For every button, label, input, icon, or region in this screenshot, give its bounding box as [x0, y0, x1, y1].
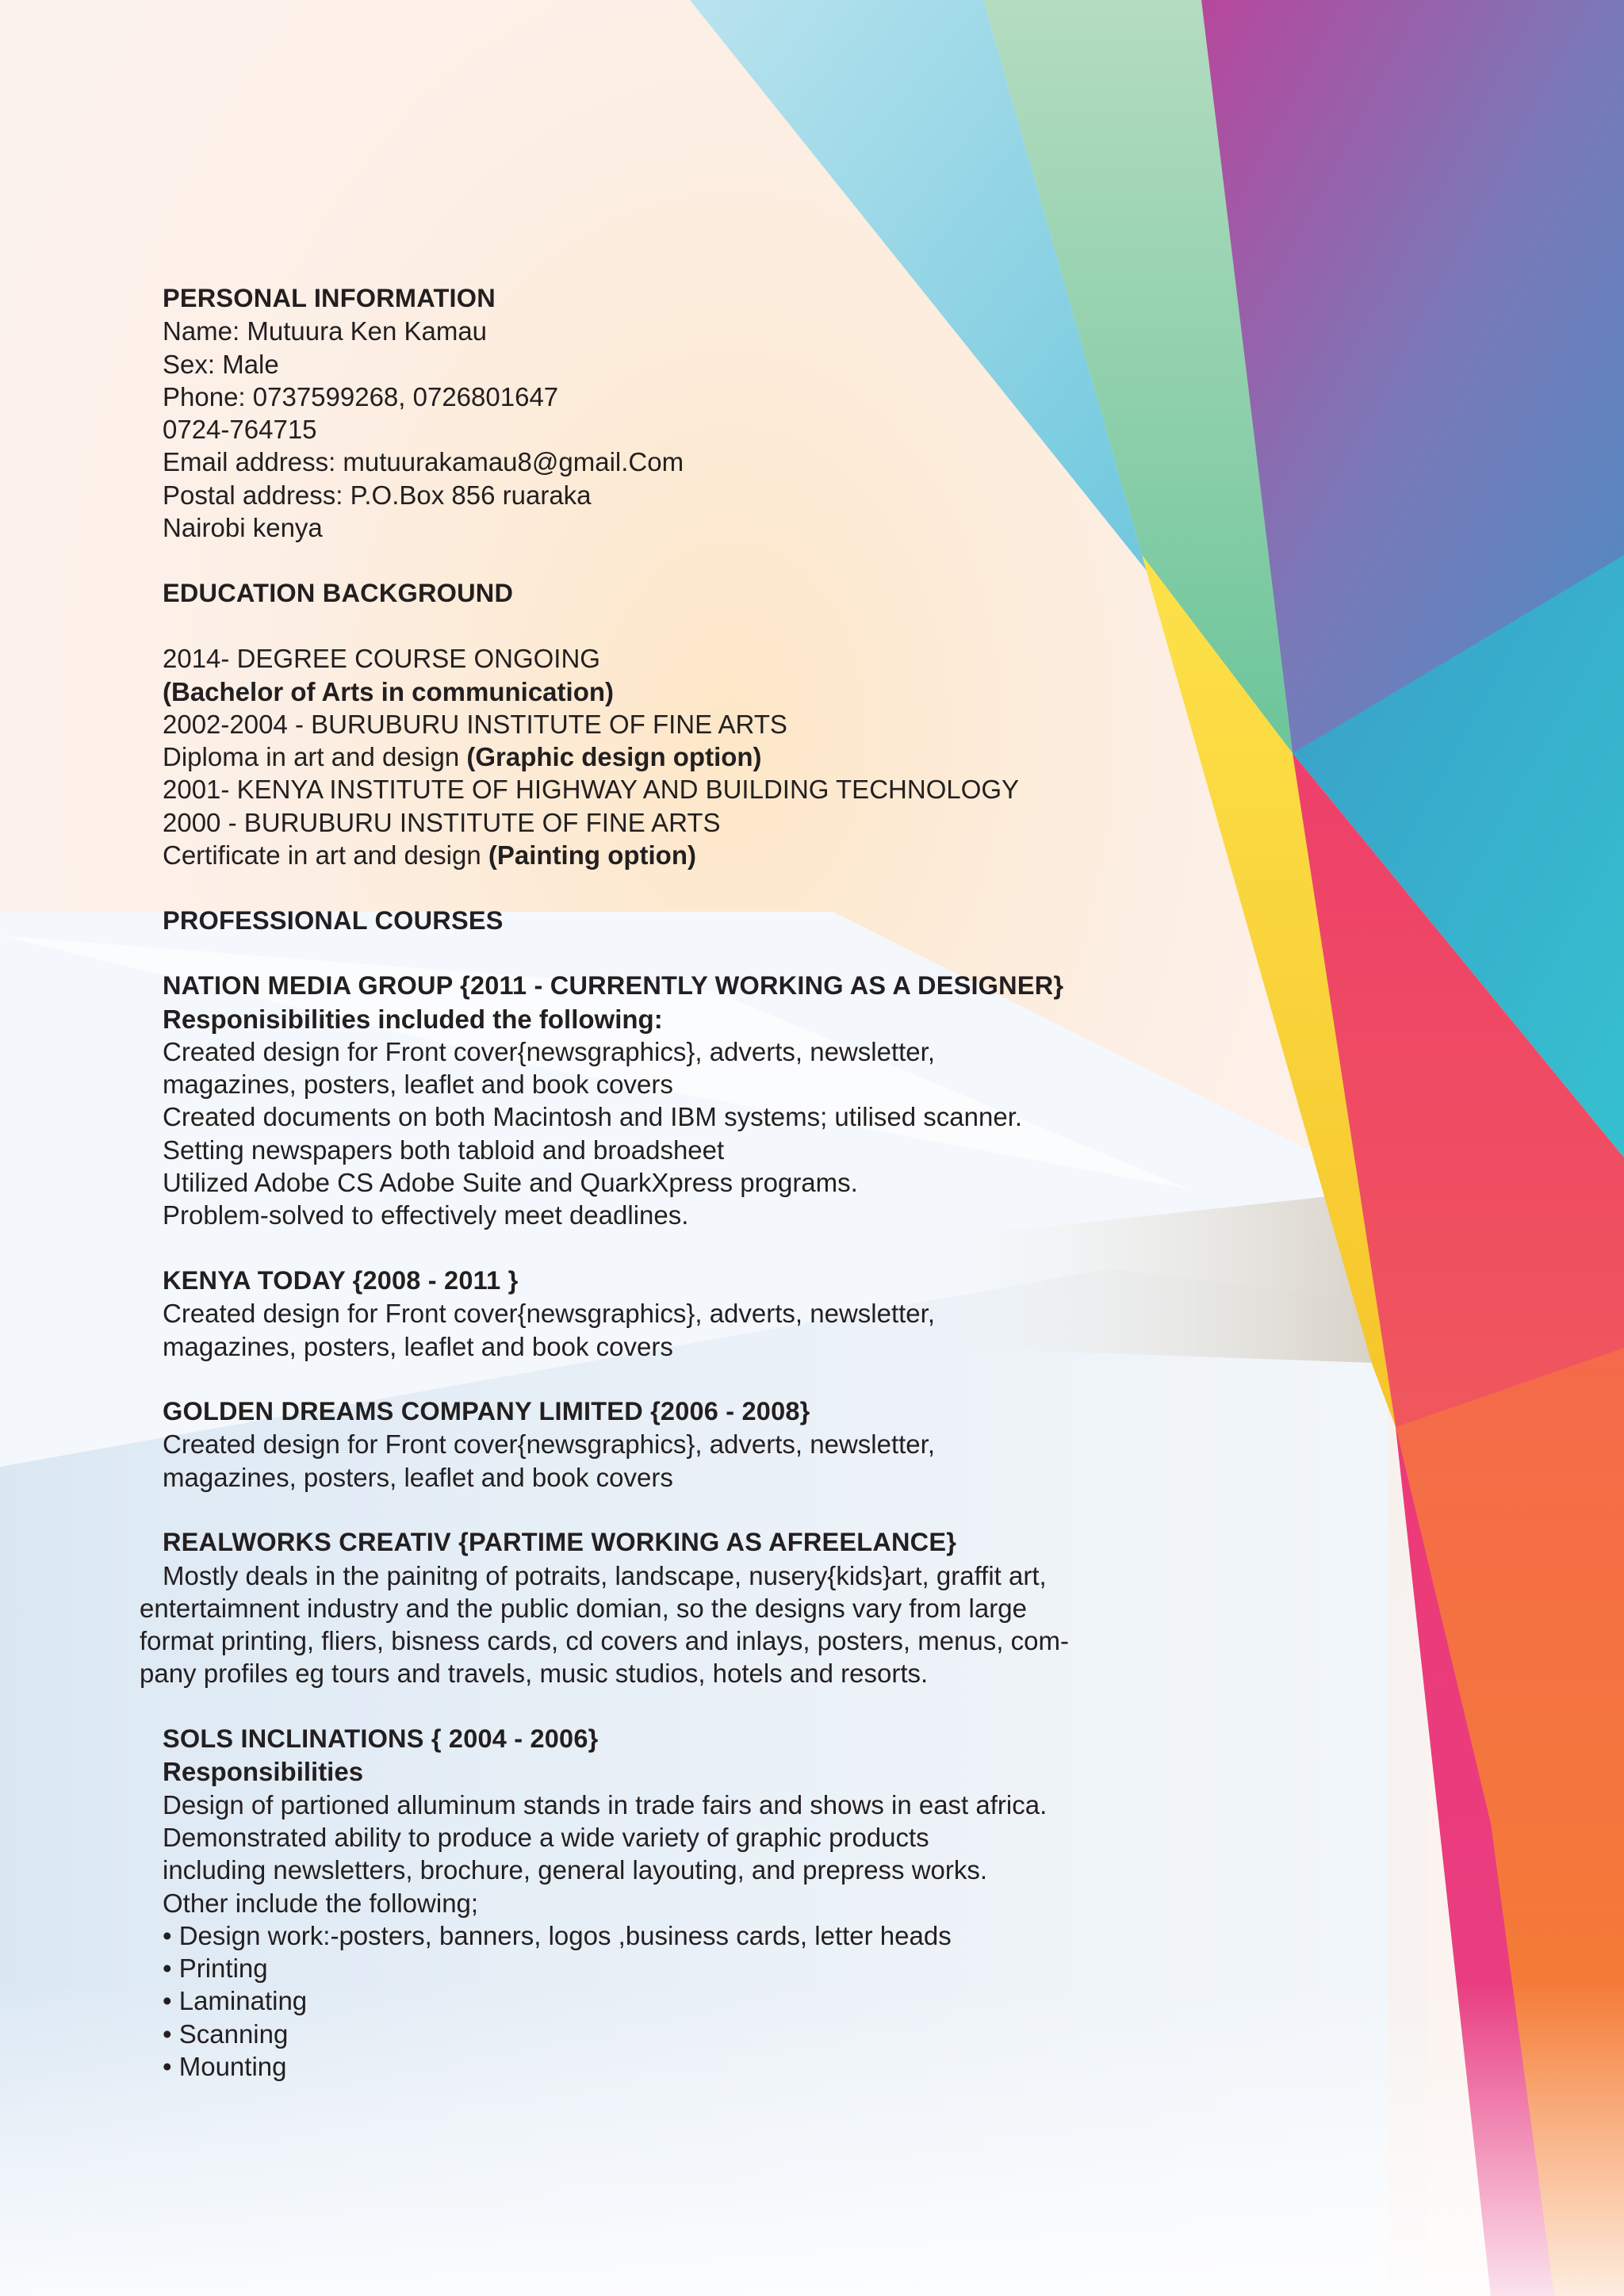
job-line: Created documents on both Macintosh and IBM systems; utilised scanner. — [163, 1102, 1023, 1132]
list-item: • Scanning — [163, 2019, 289, 2049]
resume-content — [140, 282, 1241, 2116]
education-section — [163, 577, 1241, 872]
sex-line: Sex: Male — [163, 349, 279, 379]
professional-section — [163, 905, 1241, 937]
job-entry — [163, 970, 1241, 1231]
job-line: Created design for Front cover{newsgraphics}, adverts, newsletter, — [163, 1429, 935, 1460]
job-paragraph-line: Mostly deals in the painitng of potraits, landscape, nusery{kids}art, graffit art, — [163, 1560, 1047, 1590]
city-line: Nairobi kenya — [163, 513, 323, 543]
education-item-text: Certificate in art and design — [163, 840, 488, 871]
phone2-line: 0724-764715 — [163, 415, 317, 445]
education-item-text: Diploma in art and design — [163, 742, 467, 772]
job-title: REALWORKS CREATIV {PARTIME WORKING AS AFREELANCE} — [163, 1528, 957, 1557]
job-line: Created design for Front cover{newsgraphics}, adverts, newsletter, — [163, 1299, 935, 1329]
education-item: 2014- DEGREE COURSE ONGOING — [163, 644, 600, 674]
education-item — [163, 839, 1241, 871]
job-entry — [163, 1265, 1241, 1363]
education-item: 2000 - BURUBURU INSTITUTE OF FINE ARTS — [163, 807, 721, 837]
education-item: 2001- KENYA INSTITUTE OF HIGHWAY AND BUILDING TECHNOLOGY — [163, 775, 1020, 805]
job-line: Utilized Adobe CS Adobe Suite and QuarkXpress programs. — [163, 1168, 858, 1198]
education-item-option: (Painting option) — [488, 840, 696, 871]
job-subtitle: Responsibilities — [163, 1757, 364, 1787]
list-item: • Laminating — [163, 1986, 308, 2016]
job-title: NATION MEDIA GROUP {2011 - CURRENTLY WORKING AS A DESIGNER} — [163, 971, 1064, 1001]
postal-line: Postal address: P.O.Box 856 ruaraka — [163, 480, 592, 510]
professional-heading: PROFESSIONAL COURSES — [163, 905, 504, 935]
education-item-option: (Graphic design option) — [466, 742, 762, 772]
job-line: including newsletters, brochure, general layouting, and prepress works. — [163, 1855, 988, 1885]
education-item: (Bachelor of Arts in communication) — [163, 676, 614, 706]
job-paragraph-line: pany profiles eg tours and travels, music studios, hotels and resorts. — [140, 1659, 929, 1689]
job-entry — [163, 1723, 1241, 2083]
job-paragraph-line: entertaimnent industry and the public domian, so the designs vary from large — [140, 1593, 1027, 1623]
personal-information-section — [163, 282, 1241, 544]
job-line: magazines, posters, leaflet and book covers — [163, 1070, 673, 1100]
education-item — [163, 740, 1241, 773]
job-title: GOLDEN DREAMS COMPANY LIMITED {2006 - 2008} — [163, 1397, 810, 1426]
list-item: • Printing — [163, 1954, 268, 1984]
name-line: Name: Mutuura Ken Kamau — [163, 316, 488, 346]
job-entry — [163, 1395, 1241, 1494]
list-item: • Mounting — [163, 2052, 287, 2082]
job-line: Created design for Front cover{newsgraphics}, adverts, newsletter, — [163, 1036, 935, 1066]
job-line: Demonstrated ability to produce a wide variety of graphic products — [163, 1822, 929, 1852]
job-paragraph-line: format printing, fliers, bisness cards, cd covers and inlays, posters, menus, com- — [140, 1626, 1069, 1656]
list-item: • Design work:-posters, banners, logos ,business cards, letter heads — [163, 1920, 952, 1950]
job-subtitle: Responisibilities included the following: — [163, 1004, 663, 1034]
job-title: KENYA TODAY {2008 - 2011 } — [163, 1265, 519, 1295]
phone-line: Phone: 0737599268, 0726801647 — [163, 381, 559, 411]
job-line: magazines, posters, leaflet and book covers — [163, 1462, 673, 1492]
personal-heading: PERSONAL INFORMATION — [163, 284, 496, 312]
job-title: SOLS INCLINATIONS { 2004 - 2006} — [163, 1724, 599, 1754]
job-line: Setting newspapers both tabloid and broadsheet — [163, 1135, 725, 1165]
job-line: magazines, posters, leaflet and book covers — [163, 1331, 673, 1361]
job-line: Other include the following; — [163, 1888, 479, 1918]
job-entry — [140, 1526, 1241, 1689]
education-item: 2002-2004 - BURUBURU INSTITUTE OF FINE ARTS — [163, 709, 787, 739]
job-line: Design of partioned alluminum stands in trade fairs and shows in east africa. — [163, 1789, 1048, 1820]
job-line: Problem-solved to effectively meet deadlines. — [163, 1200, 689, 1230]
email-line: Email address: mutuurakamau8@gmail.Com — [163, 447, 684, 477]
education-heading: EDUCATION BACKGROUND — [163, 578, 514, 607]
